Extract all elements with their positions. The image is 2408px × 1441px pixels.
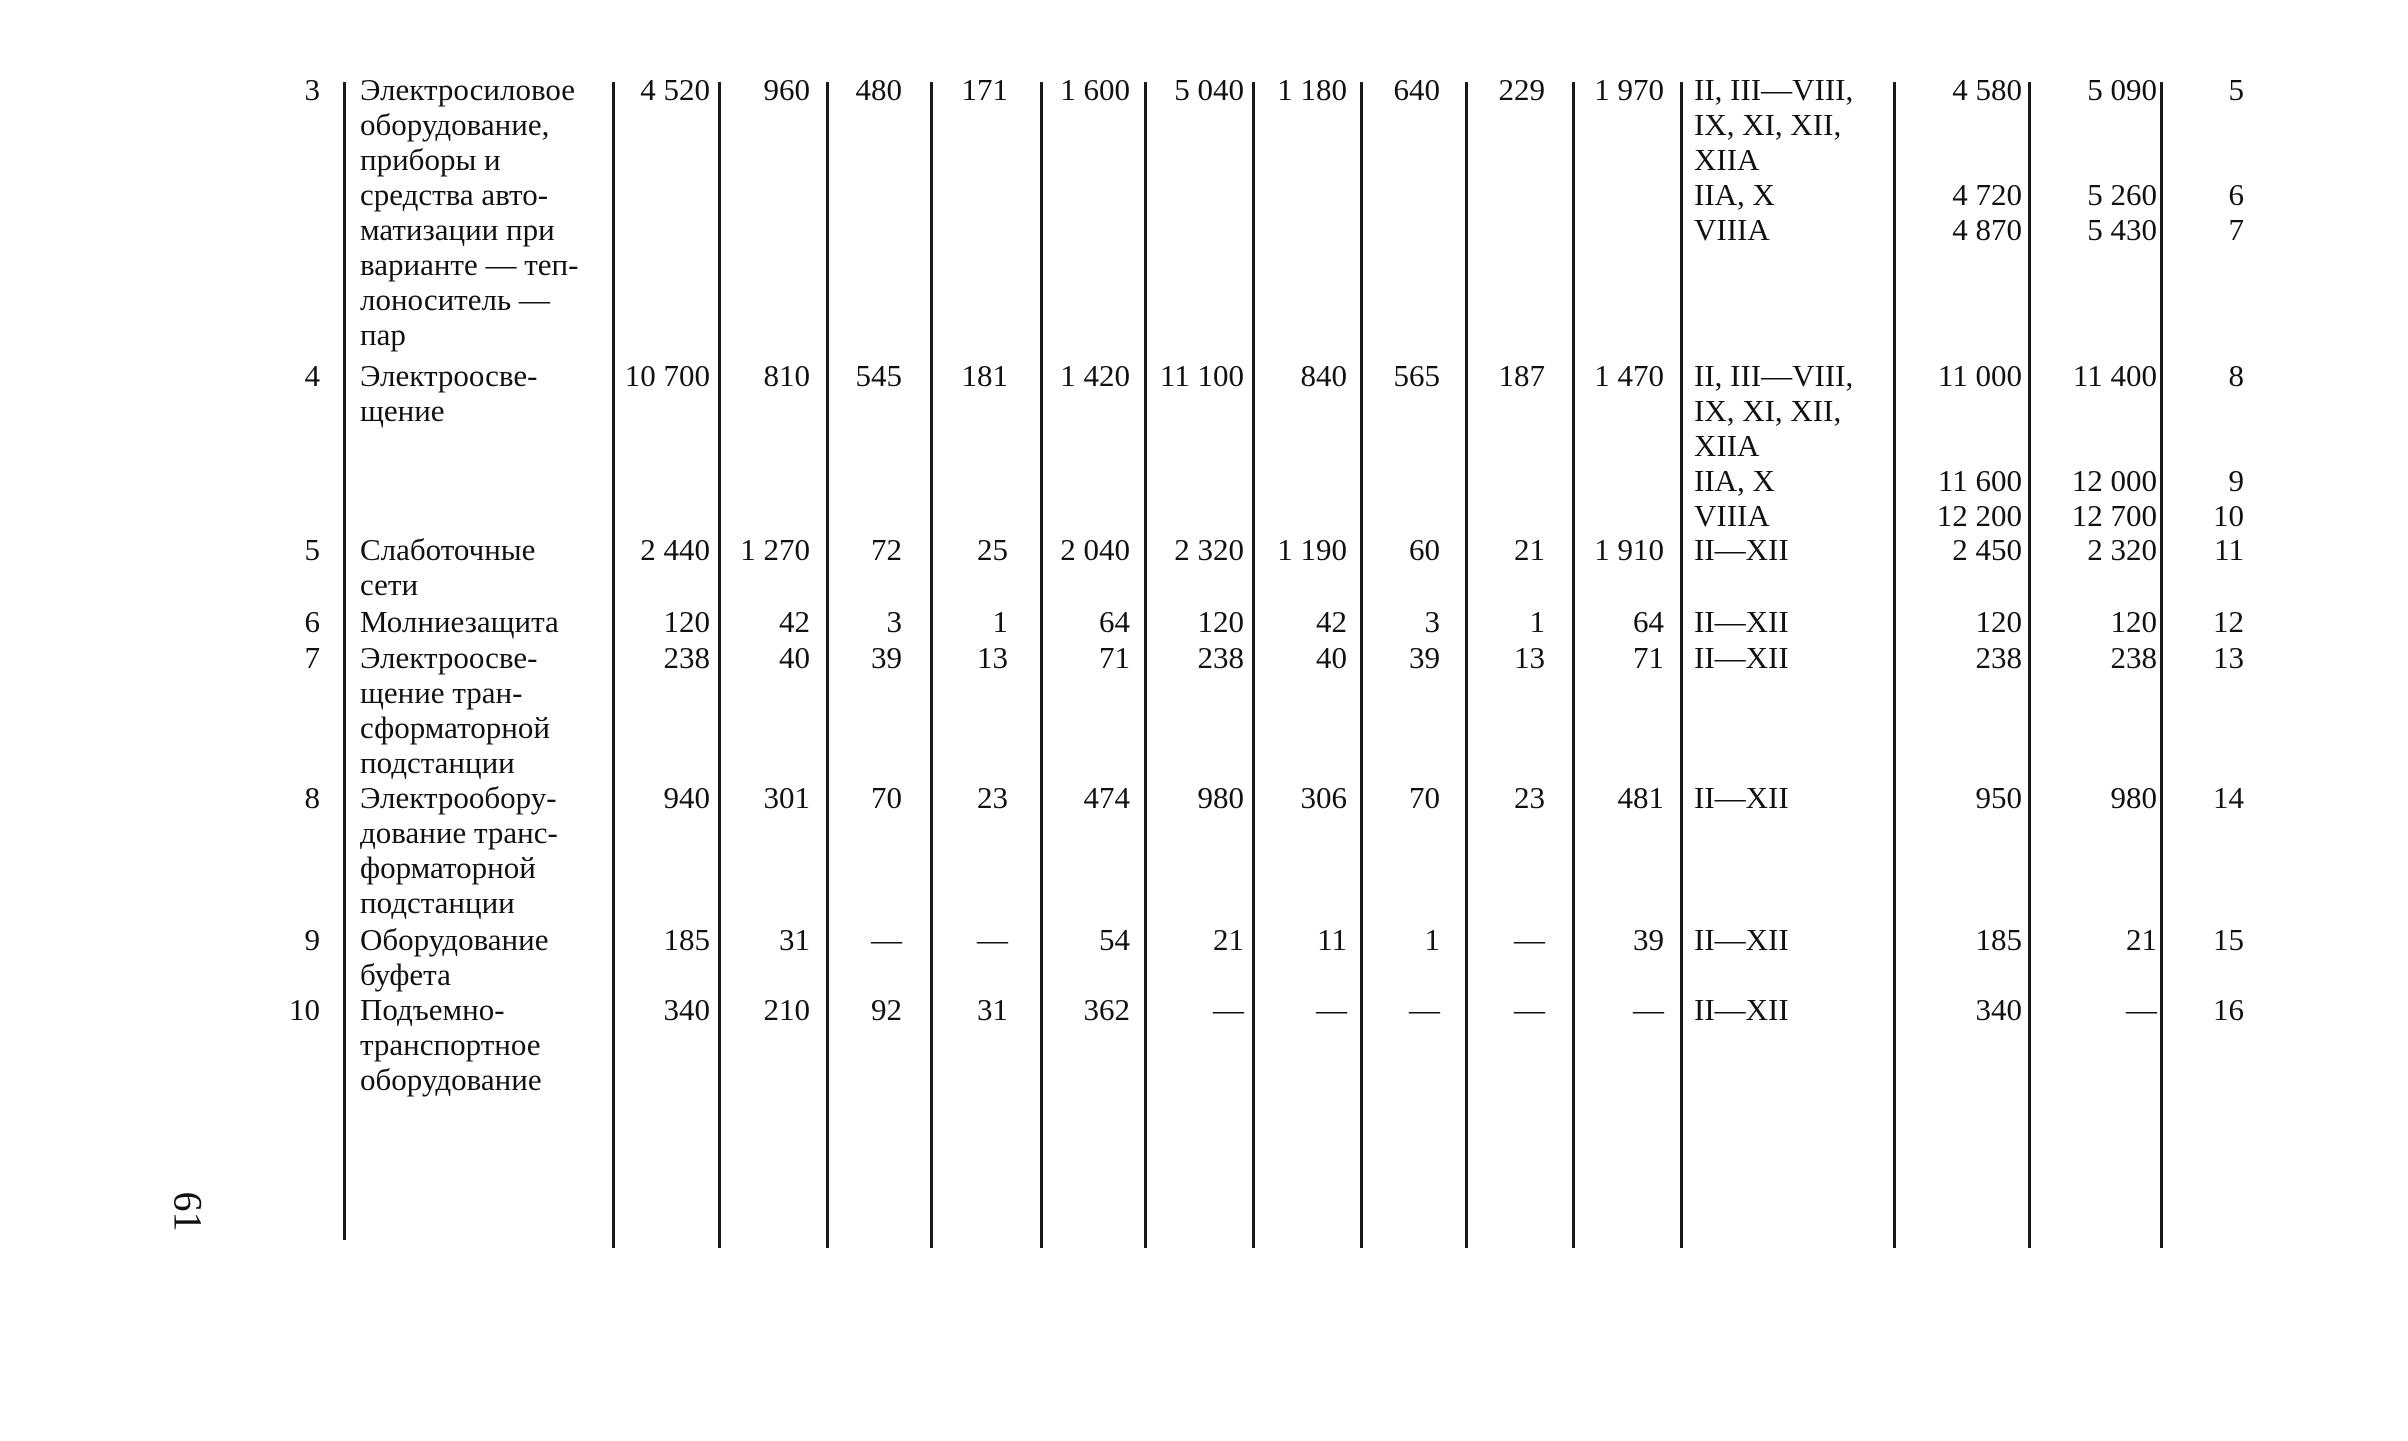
- value-cell-c3: —: [871, 922, 902, 957]
- value-cell-c9: 21: [1514, 532, 1545, 567]
- item-name-line: Молниезащита: [360, 604, 559, 639]
- value-cell-c7: 840: [1300, 358, 1347, 393]
- zone-line: II—XII: [1694, 640, 1789, 675]
- value-cell-c6: —: [1213, 992, 1244, 1027]
- row-number: 6: [304, 604, 320, 639]
- value-cell-c6: 5 040: [1174, 72, 1244, 107]
- row-number: 10: [289, 992, 320, 1027]
- value-cell-c9: 229: [1498, 72, 1545, 107]
- item-name-line: оборудование: [360, 1062, 542, 1097]
- line-number: 6: [2228, 177, 2244, 212]
- total-value-a: 340: [1975, 992, 2022, 1027]
- item-name-line: дование транс-: [360, 815, 558, 850]
- zone-line: VIIIA: [1694, 212, 1770, 247]
- value-cell-c3: 70: [871, 780, 902, 815]
- value-cell-c7: 42: [1316, 604, 1347, 639]
- value-cell-c8: 70: [1409, 780, 1440, 815]
- value-cell-c1: 120: [663, 604, 710, 639]
- total-value-a: 4 720: [1952, 177, 2022, 212]
- value-cell-c10: 481: [1617, 780, 1664, 815]
- zone-line: II—XII: [1694, 922, 1789, 957]
- value-cell-c10: 64: [1633, 604, 1664, 639]
- value-cell-c1: 238: [663, 640, 710, 675]
- zone-line: II, III—VIII,: [1694, 358, 1854, 393]
- item-name-line: сформаторной: [360, 710, 550, 745]
- item-name-line: подстанции: [360, 885, 515, 920]
- total-value-b: 12 700: [2071, 498, 2157, 533]
- value-cell-c2: 40: [779, 640, 810, 675]
- value-cell-c3: 3: [886, 604, 902, 639]
- value-cell-c9: 13: [1514, 640, 1545, 675]
- zone-line: IX, XI, XII,: [1694, 393, 1842, 428]
- value-cell-c1: 2 440: [640, 532, 710, 567]
- line-number: 5: [2228, 72, 2244, 107]
- value-cell-c5: 64: [1099, 604, 1130, 639]
- value-cell-c9: 23: [1514, 780, 1545, 815]
- line-number: 16: [2213, 992, 2244, 1027]
- item-name-line: средства авто-: [360, 177, 549, 212]
- value-cell-c1: 340: [663, 992, 710, 1027]
- value-cell-c10: —: [1633, 992, 1664, 1027]
- item-name-line: лоноситель —: [360, 282, 550, 317]
- value-cell-c3: 72: [871, 532, 902, 567]
- value-cell-c6: 238: [1197, 640, 1244, 675]
- page-number: 61: [165, 1191, 211, 1232]
- total-value-b: 5 260: [2087, 177, 2157, 212]
- total-value-a: 4 580: [1952, 72, 2022, 107]
- total-value-a: 11 000: [1937, 358, 2022, 393]
- total-value-a: 238: [1975, 640, 2022, 675]
- value-cell-c6: 120: [1197, 604, 1244, 639]
- total-value-b: 11 400: [2072, 358, 2157, 393]
- value-cell-c6: 980: [1197, 780, 1244, 815]
- zone-line: II—XII: [1694, 604, 1789, 639]
- row-number: 4: [304, 358, 320, 393]
- total-value-a: 11 600: [1937, 463, 2022, 498]
- value-cell-c9: —: [1514, 922, 1545, 957]
- row-number: 9: [304, 922, 320, 957]
- value-cell-c9: 187: [1498, 358, 1545, 393]
- value-cell-c8: 3: [1424, 604, 1440, 639]
- value-cell-c5: 1 600: [1060, 72, 1130, 107]
- value-cell-c3: 39: [871, 640, 902, 675]
- value-cell-c10: 1 910: [1594, 532, 1664, 567]
- zone-line: IX, XI, XII,: [1694, 107, 1842, 142]
- line-number: 14: [2213, 780, 2244, 815]
- total-value-b: 21: [2126, 922, 2157, 957]
- zone-line: IIA, X: [1694, 463, 1775, 498]
- value-cell-c9: 1: [1529, 604, 1545, 639]
- item-name-line: щение: [360, 393, 445, 428]
- total-value-b: 980: [2110, 780, 2157, 815]
- value-cell-c8: 565: [1393, 358, 1440, 393]
- value-cell-c3: 480: [855, 72, 902, 107]
- value-cell-c5: 54: [1099, 922, 1130, 957]
- item-name-line: транспортное: [360, 1027, 541, 1062]
- zone-line: II, III—VIII,: [1694, 72, 1854, 107]
- total-value-a: 120: [1975, 604, 2022, 639]
- value-cell-c4: 181: [961, 358, 1008, 393]
- value-cell-c2: 810: [763, 358, 810, 393]
- item-name-line: Оборудование: [360, 922, 549, 957]
- item-name-line: приборы и: [360, 142, 501, 177]
- total-value-b: 2 320: [2087, 532, 2157, 567]
- value-cell-c8: 60: [1409, 532, 1440, 567]
- item-name-line: сети: [360, 567, 419, 602]
- item-name-line: Электроосве-: [360, 358, 538, 393]
- value-cell-c2: 960: [763, 72, 810, 107]
- item-name-line: Электросиловое: [360, 72, 576, 107]
- zone-line: II—XII: [1694, 532, 1789, 567]
- value-cell-c2: 210: [763, 992, 810, 1027]
- line-number: 13: [2213, 640, 2244, 675]
- value-cell-c1: 940: [663, 780, 710, 815]
- item-name-line: Слаботочные: [360, 532, 536, 567]
- zone-line: II—XII: [1694, 992, 1789, 1027]
- value-cell-c10: 71: [1633, 640, 1664, 675]
- value-cell-c5: 474: [1083, 780, 1130, 815]
- value-cell-c5: 71: [1099, 640, 1130, 675]
- value-cell-c1: 185: [663, 922, 710, 957]
- value-cell-c2: 1 270: [740, 532, 810, 567]
- item-name-line: буфета: [360, 957, 451, 992]
- value-cell-c7: 1 180: [1277, 72, 1347, 107]
- value-cell-c8: 1: [1424, 922, 1440, 957]
- row-number: 3: [304, 72, 320, 107]
- value-cell-c6: 2 320: [1174, 532, 1244, 567]
- item-name-line: щение тран-: [360, 675, 523, 710]
- line-number: 10: [2213, 498, 2244, 533]
- value-cell-c4: 31: [977, 992, 1008, 1027]
- value-cell-c2: 31: [779, 922, 810, 957]
- zone-line: VIIIA: [1694, 498, 1770, 533]
- value-cell-c5: 2 040: [1060, 532, 1130, 567]
- value-cell-c10: 1 470: [1594, 358, 1664, 393]
- value-cell-c7: 11: [1317, 922, 1347, 957]
- line-number: 8: [2228, 358, 2244, 393]
- item-name-line: Электроосве-: [360, 640, 538, 675]
- value-cell-c4: 1: [992, 604, 1008, 639]
- value-cell-c3: 545: [855, 358, 902, 393]
- value-cell-c8: 640: [1393, 72, 1440, 107]
- line-number: 15: [2213, 922, 2244, 957]
- value-cell-c8: 39: [1409, 640, 1440, 675]
- item-name-line: пар: [360, 317, 406, 352]
- value-cell-c4: 13: [977, 640, 1008, 675]
- line-number: 12: [2213, 604, 2244, 639]
- item-name-line: форматорной: [360, 850, 536, 885]
- value-cell-c10: 39: [1633, 922, 1664, 957]
- column-rule: [343, 82, 346, 1240]
- total-value-a: 2 450: [1952, 532, 2022, 567]
- value-cell-c2: 301: [763, 780, 810, 815]
- value-cell-c6: 11 100: [1159, 358, 1244, 393]
- line-number: 11: [2214, 532, 2244, 567]
- value-cell-c3: 92: [871, 992, 902, 1027]
- total-value-b: —: [2126, 992, 2157, 1027]
- zone-line: II—XII: [1694, 780, 1789, 815]
- value-cell-c10: 1 970: [1594, 72, 1664, 107]
- row-number: 7: [304, 640, 320, 675]
- item-name-line: матизации при: [360, 212, 555, 247]
- row-number: 8: [304, 780, 320, 815]
- row-number: 5: [304, 532, 320, 567]
- value-cell-c5: 1 420: [1060, 358, 1130, 393]
- total-value-a: 4 870: [1952, 212, 2022, 247]
- value-cell-c7: 40: [1316, 640, 1347, 675]
- total-value-b: 12 000: [2071, 463, 2157, 498]
- value-cell-c4: —: [977, 922, 1008, 957]
- value-cell-c8: —: [1409, 992, 1440, 1027]
- total-value-a: 950: [1975, 780, 2022, 815]
- value-cell-c7: —: [1316, 992, 1347, 1027]
- zone-line: IIA, X: [1694, 177, 1775, 212]
- value-cell-c1: 10 700: [624, 358, 710, 393]
- value-cell-c7: 1 190: [1277, 532, 1347, 567]
- value-cell-c1: 4 520: [640, 72, 710, 107]
- total-value-a: 12 200: [1936, 498, 2022, 533]
- total-value-a: 185: [1975, 922, 2022, 957]
- line-number: 7: [2228, 212, 2244, 247]
- total-value-b: 5 430: [2087, 212, 2157, 247]
- value-cell-c7: 306: [1300, 780, 1347, 815]
- item-name-line: оборудование,: [360, 107, 550, 142]
- line-number: 9: [2228, 463, 2244, 498]
- value-cell-c4: 171: [961, 72, 1008, 107]
- value-cell-c6: 21: [1213, 922, 1244, 957]
- total-value-b: 120: [2110, 604, 2157, 639]
- value-cell-c4: 25: [977, 532, 1008, 567]
- value-cell-c4: 23: [977, 780, 1008, 815]
- item-name-line: подстанции: [360, 745, 515, 780]
- value-cell-c5: 362: [1083, 992, 1130, 1027]
- item-name-line: Электрообору-: [360, 780, 557, 815]
- zone-line: XIIA: [1694, 142, 1760, 177]
- value-cell-c2: 42: [779, 604, 810, 639]
- zone-line: XIIA: [1694, 428, 1760, 463]
- column-rule: [1680, 82, 1683, 1248]
- item-name-line: Подъемно-: [360, 992, 505, 1027]
- total-value-b: 238: [2110, 640, 2157, 675]
- value-cell-c9: —: [1514, 992, 1545, 1027]
- total-value-b: 5 090: [2087, 72, 2157, 107]
- item-name-line: варианте — теп-: [360, 247, 579, 282]
